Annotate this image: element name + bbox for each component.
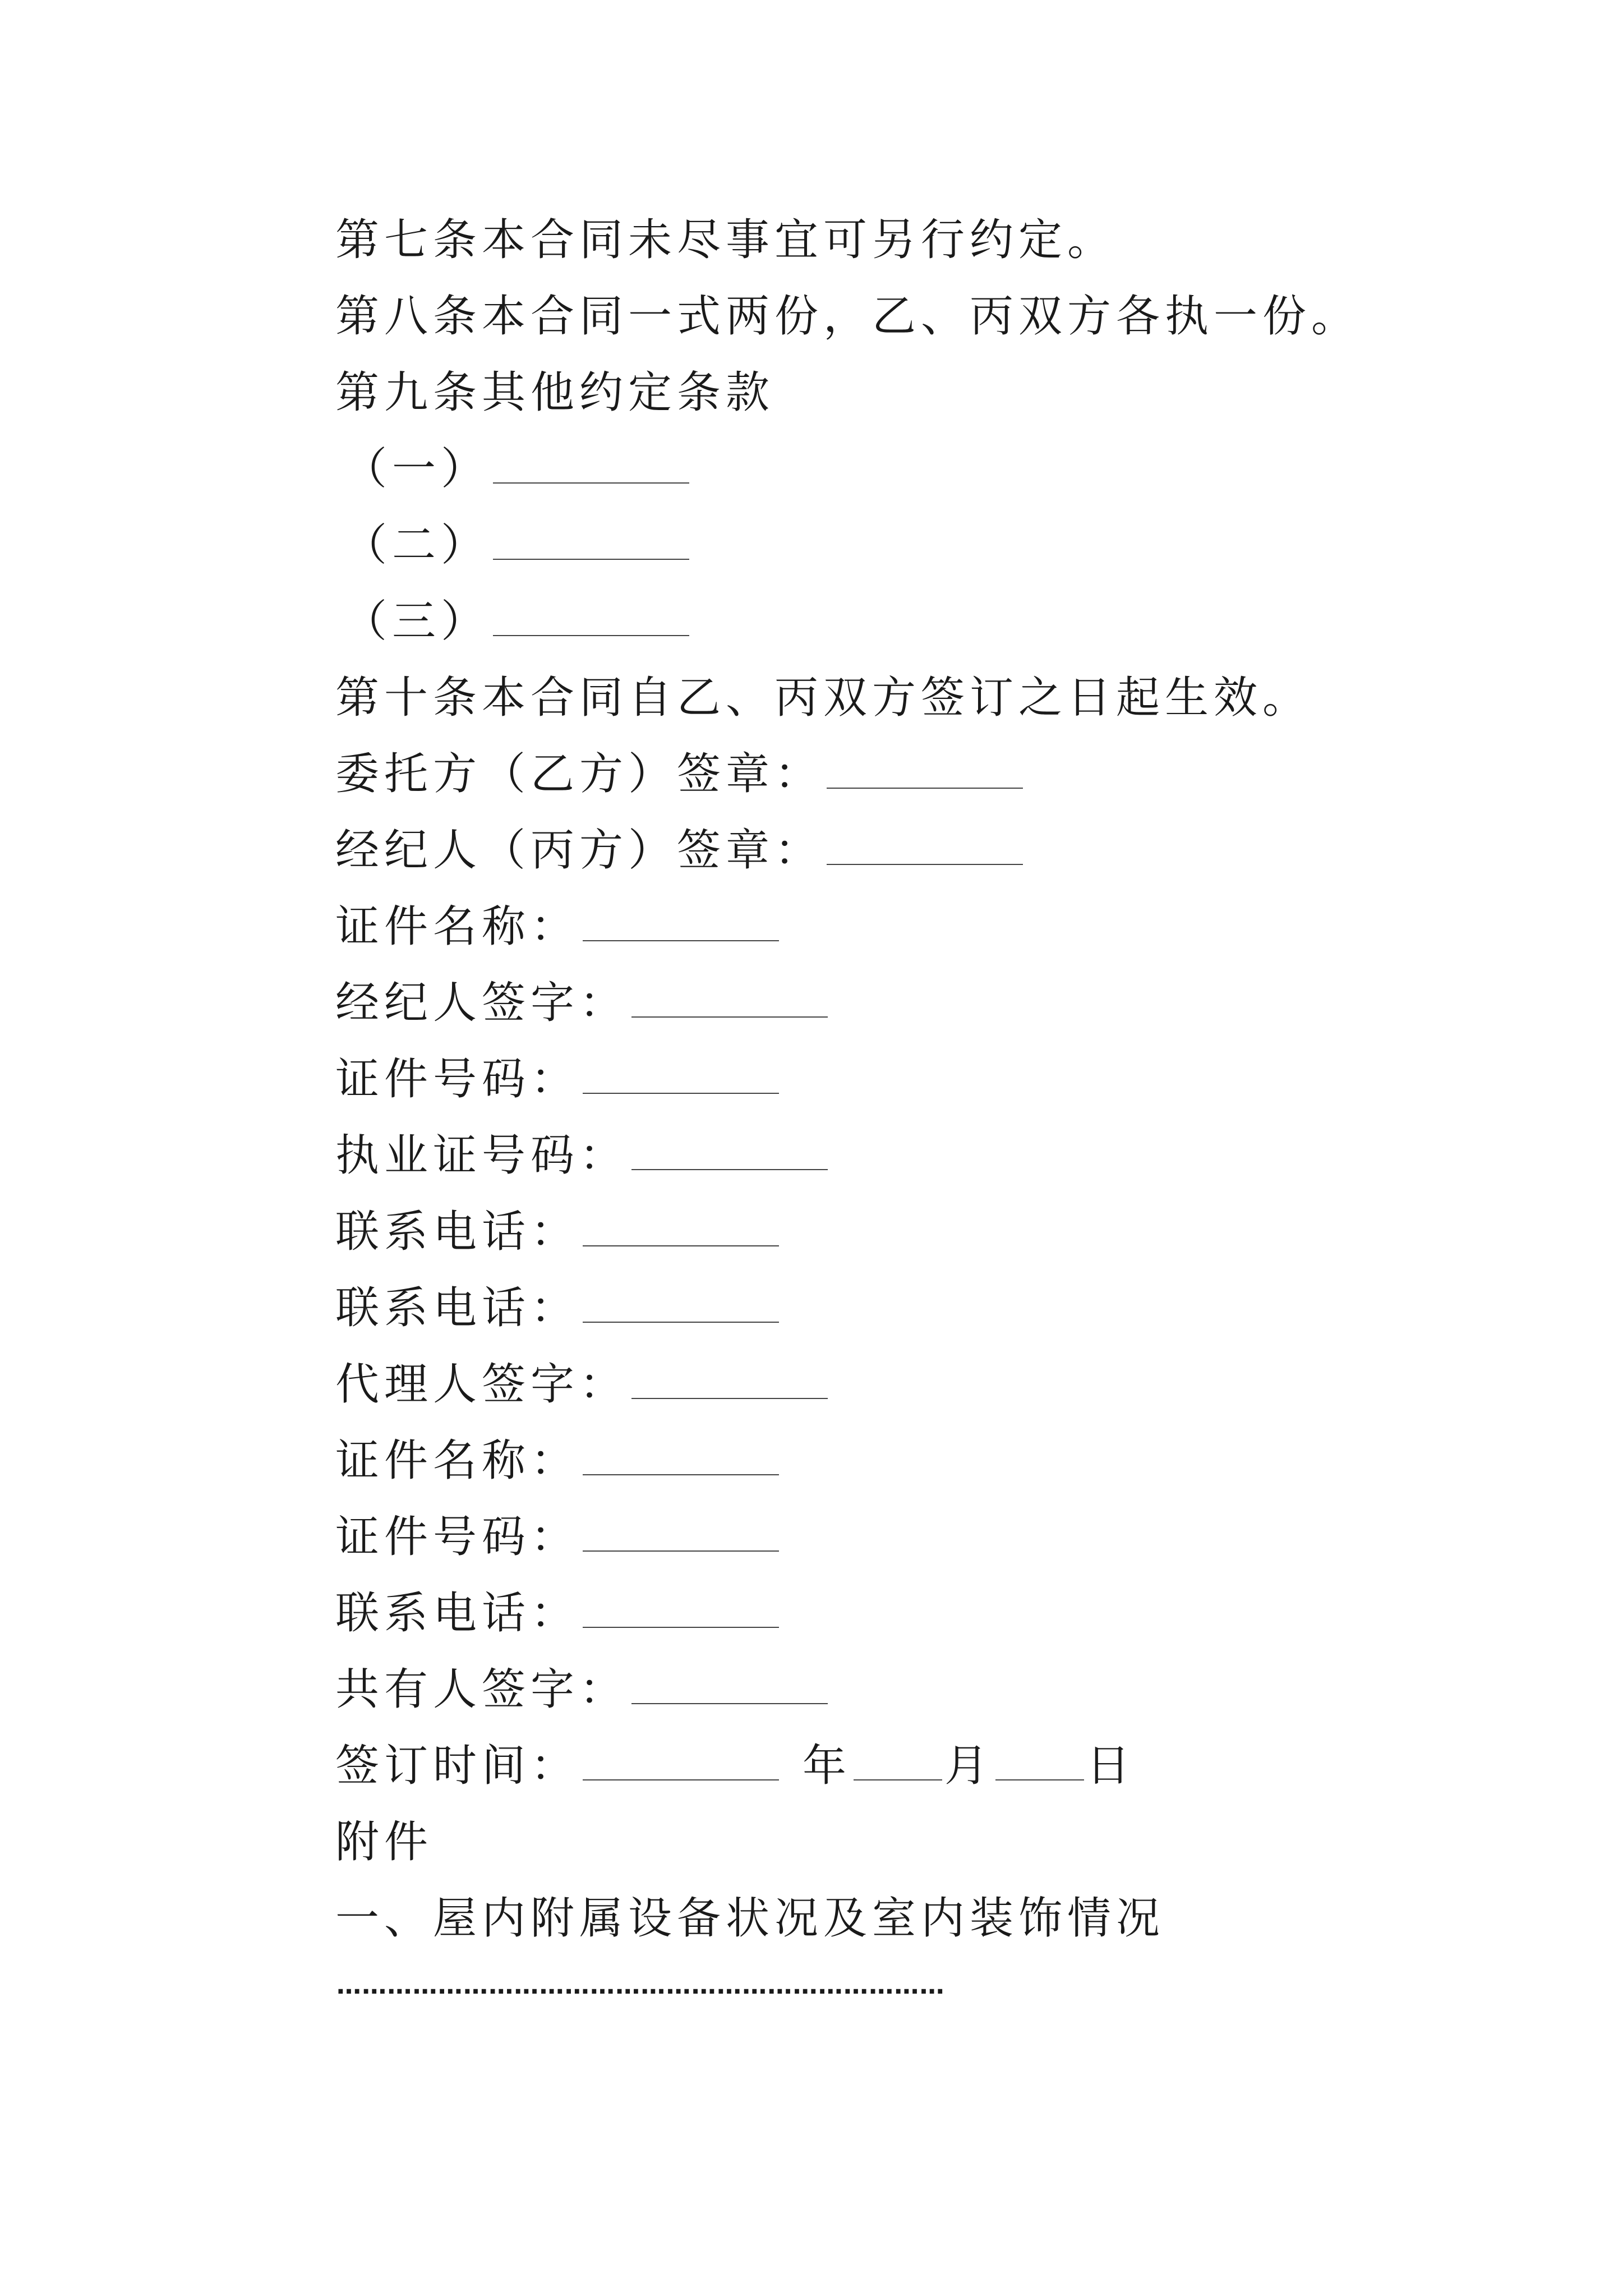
phone-label-2: 联系电话： — [335, 1283, 580, 1333]
id-number-row-2 — [335, 1509, 779, 1565]
broker-sign-label: 经纪人（丙方）签章： — [335, 825, 824, 876]
clause-item-2 — [343, 517, 689, 573]
co-owner-signature-label: 共有人签字： — [335, 1664, 629, 1715]
clause-item-1 — [343, 441, 689, 497]
article-10-text: 第十条本合同自乙、丙双方签订之日起生效。 — [335, 673, 1312, 723]
broker-signature-label: 经纪人签字： — [335, 978, 629, 1028]
broker-sign-blank[interactable] — [827, 829, 1023, 865]
clause-item-3-blank[interactable] — [493, 600, 689, 636]
agent-signature-row — [335, 1356, 828, 1412]
license-number-row — [335, 1128, 828, 1184]
id-number-label-1: 证件号码： — [335, 1054, 580, 1105]
id-name-row-1 — [335, 899, 779, 955]
clause-item-1-blank[interactable] — [493, 448, 689, 484]
broker-sign-row — [335, 822, 1023, 878]
client-sign-label: 委托方（乙方）签章： — [335, 749, 824, 799]
article-9-text: 第九条其他约定条款 — [335, 367, 775, 418]
id-number-blank-1[interactable] — [583, 1058, 779, 1094]
year-label: 年 — [803, 1741, 852, 1791]
id-number-blank-2[interactable] — [583, 1516, 779, 1552]
article-9 — [335, 365, 774, 421]
id-name-blank-2[interactable] — [583, 1439, 779, 1475]
broker-signature-row — [335, 975, 828, 1031]
clause-item-1-label: （一） — [343, 444, 490, 494]
id-number-row-1 — [335, 1051, 779, 1107]
article-7 — [335, 212, 1116, 268]
clause-item-3-label: （三） — [343, 596, 490, 647]
article-8-text: 第八条本合同一式两份，乙、丙双方各执一份。 — [335, 291, 1361, 342]
day-label: 日 — [1086, 1741, 1136, 1791]
id-name-blank-1[interactable] — [583, 905, 779, 941]
attachment-heading — [335, 1814, 433, 1870]
clause-item-2-blank[interactable] — [493, 524, 689, 560]
phone-row-1 — [335, 1204, 779, 1260]
article-8 — [335, 288, 1360, 344]
id-name-label-1: 证件名称： — [335, 901, 580, 952]
id-number-label-2: 证件号码： — [335, 1512, 580, 1562]
article-7-text: 第七条本合同未尽事宜可另行约定。 — [335, 215, 1117, 265]
license-number-blank[interactable] — [631, 1134, 828, 1170]
client-sign-row — [335, 746, 1023, 802]
month-label: 月 — [944, 1741, 994, 1791]
sign-date-row — [335, 1738, 1135, 1794]
id-name-label-2: 证件名称： — [335, 1435, 580, 1486]
phone-label-3: 联系电话： — [335, 1588, 580, 1639]
phone-blank-2[interactable] — [583, 1287, 779, 1323]
agent-signature-blank[interactable] — [631, 1363, 828, 1399]
article-10 — [335, 670, 1311, 726]
attachment-heading-text: 附件 — [335, 1817, 434, 1867]
agent-signature-label: 代理人签字： — [335, 1359, 629, 1410]
dotted-leader: ……………………………………………………………… — [336, 1971, 945, 2000]
co-owner-signature-row — [335, 1662, 828, 1718]
sign-date-label: 签订时间： — [335, 1741, 580, 1791]
sign-date-day-blank[interactable] — [995, 1745, 1084, 1780]
client-sign-blank[interactable] — [827, 753, 1023, 789]
clause-item-3 — [343, 593, 689, 650]
id-name-row-2 — [335, 1433, 779, 1489]
phone-blank-1[interactable] — [583, 1211, 779, 1246]
attachment-item-1 — [335, 1890, 1165, 1947]
phone-label-1: 联系电话： — [335, 1207, 580, 1257]
phone-row-3 — [335, 1585, 779, 1641]
clause-item-2-label: （二） — [343, 520, 490, 570]
broker-signature-blank[interactable] — [631, 982, 828, 1018]
attachment-item-1-text: 一、屋内附属设备状况及室内装饰情况 — [335, 1893, 1165, 1944]
co-owner-signature-blank[interactable] — [631, 1668, 828, 1704]
sign-date-month-blank[interactable] — [854, 1745, 942, 1780]
phone-blank-3[interactable] — [583, 1592, 779, 1628]
license-number-label: 执业证号码： — [335, 1130, 629, 1181]
sign-date-year-blank[interactable] — [583, 1745, 779, 1780]
phone-row-2 — [335, 1280, 779, 1336]
